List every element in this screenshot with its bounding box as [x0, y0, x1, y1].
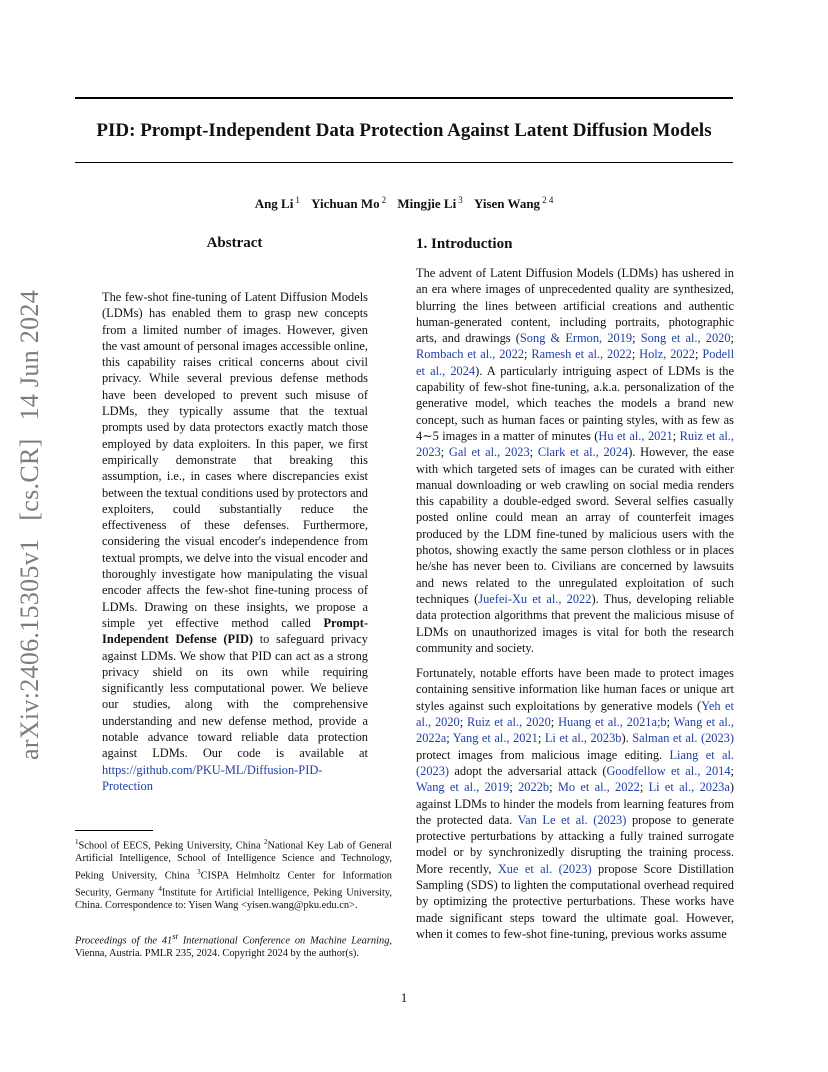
citation-link[interactable]: Juefei-Xu et al., 2022	[478, 591, 592, 606]
footnote-marker: 4	[158, 884, 162, 893]
proceedings-italic-2: International Conference on Machine Learning	[178, 935, 390, 947]
citation-link[interactable]: Xue et al. (2023)	[497, 861, 592, 876]
citation-link[interactable]: Gal et al., 2023	[448, 445, 530, 460]
citation-link[interactable]: Ruiz et al., 2023	[416, 428, 734, 460]
citation-link[interactable]: Li et al., 2023b	[544, 731, 622, 746]
page-number: 1	[400, 990, 408, 1005]
citation-link[interactable]: Rombach et al., 2022	[416, 347, 525, 362]
conference-number: 41	[161, 935, 173, 947]
introduction-paragraph	[416, 665, 734, 942]
paragraph-text: ;	[672, 428, 680, 443]
author-name: Yisen Wang	[473, 196, 541, 212]
paragraph-text: ;	[459, 715, 468, 730]
paragraph-text: ;	[509, 780, 519, 795]
paragraph-text: ). A particularly intriguing aspect of LDMs is the capability of few-shot fine-tuning, a.k.a. personalization of the generative model, which teaches the models a brand new concept, such as human faces or painting styles, with as few as 4∼5 images in a matter of minutes (	[416, 363, 734, 443]
paragraph-text: ;	[632, 331, 641, 346]
citation-link[interactable]: Ruiz et al., 2020	[467, 715, 551, 730]
introduction-heading: 1. Introduction	[416, 236, 513, 252]
paragraph-text: ) against LDMs to hinder the models from learning features from the protected data.	[416, 780, 734, 827]
proceedings-rest: , Vienna, Austria. PMLR 235, 2024. Copyright 2024 by the author(s).	[75, 935, 392, 960]
paragraph-text: protect images from malicious image editing.	[416, 747, 670, 762]
author-4	[474, 196, 553, 211]
citation-link[interactable]: Wang et al., 2022a	[416, 715, 735, 746]
footnote-marker: 3	[197, 867, 201, 876]
paper-title: PID: Prompt-Independent Data Protection Against Latent Diffusion Models	[96, 120, 712, 141]
author-2	[311, 196, 386, 211]
paragraph-text: adopt the adversarial attack (	[449, 763, 607, 778]
citation-link[interactable]: Clark et al., 2024	[537, 445, 629, 460]
arxiv-id: arXiv:2406.15305v1	[15, 538, 44, 760]
author-affiliation: 1	[295, 195, 300, 205]
citation-link[interactable]: Hu et al., 2021	[598, 428, 673, 443]
citation-link[interactable]: Salman et al. (2023)	[632, 731, 734, 746]
abstract-body	[102, 289, 368, 794]
author-list	[75, 191, 733, 213]
proceedings-note	[75, 930, 392, 961]
author-name: Mingjie Li	[397, 196, 457, 212]
citation-link[interactable]: Ramesh et al., 2022	[531, 347, 632, 362]
paragraph-text: ;	[730, 763, 734, 778]
abstract-text-2: to safeguard privacy against LDMs. We show that PID can act as a strong privacy shield on its own while requiring significantly less computational power. We believe our studies, along with the comprehensive understanding and new defense method, provide a notable advance toward reliable data protection against LDMs. Our code is available at	[102, 632, 368, 761]
paragraph-text: propose Score Distillation Sampling (SDS) to lighten the computational overhead required by optimizing the protective perturbations. These works have made significant steps toward the ultimate goal. However, when it comes to few-shot fine-tuning, previous works assume	[416, 861, 734, 941]
paragraph-text: ;	[524, 347, 532, 362]
paragraph-text: ;	[537, 731, 545, 746]
footnote-marker: 1	[75, 838, 79, 846]
paragraph-text: ;	[666, 715, 674, 730]
citation-link[interactable]: Van Le et al. (2023)	[517, 812, 627, 827]
author-1	[255, 196, 300, 211]
citation-link[interactable]: Huang et al., 2021a;b	[558, 715, 667, 730]
proceedings-italic-1: Proceedings of the	[75, 935, 162, 947]
title-rule-top	[75, 97, 733, 99]
paragraph-text: ;	[631, 347, 640, 362]
affiliation-footnote	[75, 836, 392, 912]
paragraph-text: ). However, the ease with which targeted sets of images can be curated with either manual downloading or web crawling on social media renders this capability a double-edged sword. Several selfies casually posted online could mean an array of counterfeit images produced by the LDM fine-tuned by malicious users with the photos, showing exactly the same person clothless or in places he/she has never been to. Civilians are concerned by lawsuits and news related to the unregulated exploitation of such techniques (	[416, 445, 734, 606]
footnote-text: School of EECS, Peking University, China	[78, 840, 265, 852]
paragraph-text: ;	[529, 445, 538, 460]
abstract-method-name: Prompt-Independent Defense (PID)	[102, 615, 368, 647]
paragraph-text: Fortunately, notable efforts have been made to protect images containing sensitive information like human faces or unique art styles against such exploitations by generative models (	[416, 666, 734, 713]
citation-link[interactable]: Yeh et al., 2020	[416, 698, 734, 730]
citation-link[interactable]: Holz, 2022	[639, 347, 696, 362]
paragraph-text: propose to generate protective perturbations by attacking a fully trained surrogate model or by synchronizedly disrupting the training process. More recently,	[416, 812, 734, 876]
paragraph-text: ;	[730, 331, 734, 346]
citation-link[interactable]: Goodfellow et al., 2014	[606, 763, 731, 778]
arxiv-date: 14 Jun 2024	[15, 289, 44, 421]
arxiv-side-identifier	[15, 280, 45, 760]
title-rule-bottom	[75, 162, 733, 163]
footnote-rule	[75, 830, 153, 831]
author-affiliation: 2 4	[542, 195, 554, 205]
paragraph-text: ;	[446, 731, 453, 746]
code-link[interactable]: https://github.com/PKU-ML/Diffusion-PID-Protection	[102, 762, 323, 793]
author-name: Yichuan Mo	[311, 196, 380, 212]
citation-link[interactable]: Yang et al., 2021	[452, 731, 538, 746]
conference-suffix: st	[172, 931, 179, 941]
paragraph-text: ;	[549, 780, 558, 795]
introduction-body	[416, 265, 734, 951]
footnote-text: CISPA Helmholtz Center for Information Security, Germany	[75, 870, 393, 899]
author-affiliation: 3	[458, 195, 463, 205]
abstract-text-1: The few-shot fine-tuning of Latent Diffusion Models (LDMs) has enabled them to grasp new concepts from a limited number of images. However, given the vast amount of personal images accessible online, this capability raises critical concerns about civil privacy. While several previous defense methods have been developed to prevent such misuse of LDMs, they typically assume that the textual prompts used by data protectors exactly match those employed by data exploiters. In this paper, we first empirically demonstrate that breaking this assumption, i.e., in cases where discrepancies exist between the textual conditions used by protectors and exploiters, could substantially reduce the effectiveness of these defenses. Furthermore, considering the visual encoder's independence from textual prompts, we delve into the visual encoder and thoroughly investigate how manipulating the visual encoder affects the few-shot fine-tuning process of LDMs. Drawing on these insights, we propose a simple yet effective method called	[102, 290, 368, 630]
citation-link[interactable]: Podell et al., 2024	[416, 347, 735, 378]
paragraph-text: ).	[621, 731, 633, 746]
citation-link[interactable]: Mo et al., 2022	[557, 780, 640, 795]
author-affiliation: 2	[381, 195, 387, 205]
citation-link[interactable]: Song et al., 2020	[640, 331, 731, 346]
citation-link[interactable]: Song & Ermon, 2019	[519, 331, 633, 346]
paragraph-text: The advent of Latent Diffusion Models (LDMs) has ushered in an era where images of unprecedented quality are synthesized, blurring the lines between artificial creations and authentic human-generated content, including portraits, photographic arts, and drawings (	[416, 266, 734, 346]
paragraph-text: ). Thus, developing reliable data protection algorithms that prevent the malicious misuse of LDMs on unauthorized images is vital for both the research community and society.	[416, 591, 734, 655]
footnote-text: National Key Lab of General Artificial Intelligence, School of Intelligence Science and Technology, Peking University, China	[75, 840, 393, 882]
introduction-paragraph	[416, 265, 734, 656]
citation-link[interactable]: 2022b	[518, 780, 550, 795]
abstract-heading: Abstract	[206, 235, 263, 251]
author-3	[397, 196, 462, 211]
paragraph-text: ;	[550, 715, 559, 730]
arxiv-category: [cs.CR]	[15, 438, 44, 521]
paragraph-text: ;	[440, 445, 449, 460]
paragraph-text: ;	[695, 347, 703, 362]
citation-link[interactable]: Li et al., 2023a	[648, 780, 730, 795]
footnote-text: Institute for Artificial Intelligence, Peking University, China. Correspondence to: Yisen Wang <yisen.wang@pku.edu.cn>.	[75, 887, 393, 911]
citation-link[interactable]: Wang et al., 2019	[416, 780, 510, 795]
author-name: Ang Li	[254, 196, 294, 212]
paragraph-text: ;	[639, 780, 649, 795]
citation-link[interactable]: Liang et al. (2023)	[416, 747, 734, 778]
footnote-marker: 2	[264, 838, 268, 846]
